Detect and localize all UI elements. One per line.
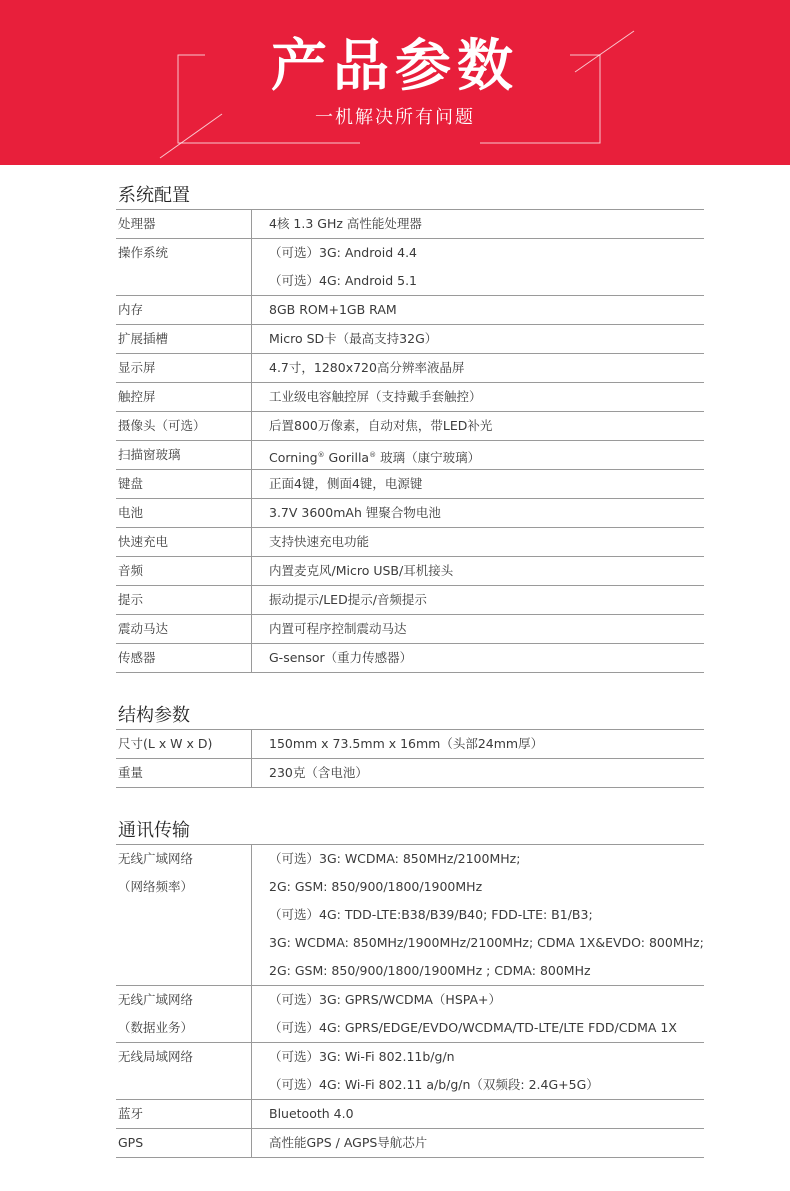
spec-label-line: 快速充电	[118, 534, 169, 549]
spec-label	[116, 528, 252, 557]
spec-label-line: 无线广域网络	[118, 851, 194, 866]
spec-value-line: 4.7寸，1280x720高分辨率液晶屏	[269, 360, 465, 375]
spec-value-line: （可选）4G: Android 5.1	[269, 273, 418, 288]
spec-row	[116, 528, 704, 557]
spec-value-line: （可选）4G: TDD-LTE:B38/B39/B40; FDD-LTE: B1/B3;	[269, 907, 593, 922]
spec-label	[116, 845, 252, 986]
section-title: 系统配置	[116, 183, 704, 210]
spec-value-line: Corning® Gorilla® 玻璃（康宁玻璃）	[269, 450, 481, 466]
spec-value-line: 内置可程序控制震动马达	[269, 621, 407, 636]
spec-label	[116, 557, 252, 586]
spec-value	[252, 528, 705, 557]
spec-label-line: 尺寸(L x W x D)	[118, 736, 213, 751]
spec-label-line: 摄像头（可选）	[118, 418, 206, 433]
spec-label	[116, 239, 252, 296]
spec-value-line: 后置800万像素，自动对焦，带LED补光	[269, 418, 493, 433]
spec-value-line: 工业级电容触控屏（支持戴手套触控）	[269, 389, 482, 404]
spec-label	[116, 354, 252, 383]
spec-label-line: 无线局域网络	[118, 1049, 194, 1064]
spec-label	[116, 730, 252, 759]
spec-value	[252, 845, 705, 986]
spec-row	[116, 296, 704, 325]
spec-row	[116, 615, 704, 644]
spec-value	[252, 210, 705, 239]
spec-row	[116, 557, 704, 586]
spec-label-line: 键盘	[118, 476, 144, 491]
spec-label-line: GPS	[118, 1135, 144, 1150]
spec-label-line: 震动马达	[118, 621, 169, 636]
spec-row	[116, 1043, 704, 1100]
spec-label	[116, 1129, 252, 1158]
header-banner	[0, 0, 790, 165]
section-title: 结构参数	[116, 703, 704, 730]
spec-row	[116, 383, 704, 412]
spec-value-line: 3.7V 3600mAh 锂聚合物电池	[269, 505, 441, 520]
spec-row	[116, 1100, 704, 1129]
banner-title: 产品参数	[271, 34, 519, 99]
spec-value-line: 正面4键，侧面4键，电源键	[269, 476, 423, 491]
spec-label-line: 显示屏	[118, 360, 156, 375]
spec-value-line: 2G: GSM: 850/900/1800/1900MHz	[269, 879, 483, 894]
spec-row	[116, 210, 704, 239]
spec-label-line: 内存	[118, 302, 144, 317]
spec-label-line: 电池	[118, 505, 144, 520]
spec-content	[116, 165, 704, 1158]
spec-value	[252, 1100, 705, 1129]
spec-table	[116, 730, 704, 788]
spec-value-line: 3G: WCDMA: 850MHz/1900MHz/2100MHz; CDMA 1X&EVDO: 800MHz;	[269, 935, 704, 950]
spec-label	[116, 615, 252, 644]
spec-section	[116, 703, 704, 788]
spec-label	[116, 325, 252, 354]
spec-value	[252, 1043, 705, 1100]
spec-label-line: 传感器	[118, 650, 156, 665]
spec-section	[116, 818, 704, 1158]
spec-row	[116, 644, 704, 673]
spec-value-line: 内置麦克风/Micro USB/耳机接头	[269, 563, 454, 578]
spec-label	[116, 383, 252, 412]
spec-row	[116, 412, 704, 441]
spec-label-line: 处理器	[118, 216, 156, 231]
spec-value	[252, 296, 705, 325]
spec-value	[252, 499, 705, 528]
spec-label	[116, 412, 252, 441]
spec-value	[252, 383, 705, 412]
spec-value-line: （可选）4G: Wi-Fi 802.11 a/b/g/n（双频段: 2.4G+5G）	[269, 1077, 599, 1092]
spec-row	[116, 441, 704, 470]
spec-value	[252, 354, 705, 383]
section-title: 通讯传输	[116, 818, 704, 845]
spec-label	[116, 759, 252, 788]
spec-label-line: 提示	[118, 592, 144, 607]
spec-value-line: 8GB ROM+1GB RAM	[269, 302, 397, 317]
spec-value	[252, 986, 705, 1043]
spec-value	[252, 325, 705, 354]
spec-label-line: 重量	[118, 765, 144, 780]
spec-row	[116, 499, 704, 528]
spec-label	[116, 644, 252, 673]
spec-value-line: Micro SD卡（最高支持32G）	[269, 331, 438, 346]
spec-table	[116, 845, 704, 1158]
spec-label	[116, 1100, 252, 1129]
spec-section	[116, 183, 704, 673]
spec-label	[116, 470, 252, 499]
spec-label	[116, 499, 252, 528]
spec-label-line: 扫描窗玻璃	[118, 447, 181, 462]
spec-value-line: 4核 1.3 GHz 高性能处理器	[269, 216, 422, 231]
spec-label	[116, 586, 252, 615]
spec-value-line: （可选）3G: GPRS/WCDMA（HSPA+）	[269, 992, 502, 1007]
spec-value	[252, 586, 705, 615]
spec-value	[252, 557, 705, 586]
spec-row	[116, 586, 704, 615]
spec-label	[116, 296, 252, 325]
spec-label	[116, 1043, 252, 1100]
spec-value-line: G-sensor（重力传感器）	[269, 650, 413, 665]
spec-label-line: 触控屏	[118, 389, 156, 404]
spec-value-line: 高性能GPS / AGPS导航芯片	[269, 1135, 428, 1150]
spec-label-line: 扩展插槽	[118, 331, 169, 346]
spec-label	[116, 441, 252, 470]
spec-label	[116, 210, 252, 239]
spec-label-line: （数据业务）	[118, 1020, 194, 1035]
spec-value-line: （可选）3G: WCDMA: 850MHz/2100MHz;	[269, 851, 521, 866]
spec-value	[252, 615, 705, 644]
spec-value	[252, 759, 705, 788]
spec-value-line: 支持快速充电功能	[269, 534, 370, 549]
spec-value-line: （可选）3G: Wi-Fi 802.11b/g/n	[269, 1049, 455, 1064]
spec-row	[116, 759, 704, 788]
spec-value-line: Bluetooth 4.0	[269, 1106, 354, 1121]
spec-value	[252, 441, 705, 470]
spec-label-line: 音频	[118, 563, 144, 578]
spec-row	[116, 730, 704, 759]
spec-value	[252, 412, 705, 441]
spec-value	[252, 644, 705, 673]
spec-row	[116, 325, 704, 354]
spec-value	[252, 239, 705, 296]
spec-value-line: 150mm x 73.5mm x 16mm（头部24mm厚）	[269, 736, 544, 751]
spec-value-line: （可选）3G: Android 4.4	[269, 245, 418, 260]
spec-row	[116, 354, 704, 383]
spec-row	[116, 845, 704, 986]
spec-value	[252, 470, 705, 499]
spec-row	[116, 470, 704, 499]
banner-subtitle: 一机解决所有问题	[315, 107, 475, 128]
spec-label-line: 蓝牙	[118, 1106, 144, 1121]
spec-label-line: 无线广域网络	[118, 992, 194, 1007]
spec-row	[116, 239, 704, 296]
spec-label-line: （网络频率）	[118, 879, 194, 894]
spec-row	[116, 1129, 704, 1158]
spec-value	[252, 730, 705, 759]
spec-label	[116, 986, 252, 1043]
spec-table	[116, 210, 704, 673]
spec-value	[252, 1129, 705, 1158]
spec-value-line: 230克（含电池）	[269, 765, 368, 780]
spec-label-line: 操作系统	[118, 245, 169, 260]
spec-value-line: （可选）4G: GPRS/EDGE/EVDO/WCDMA/TD-LTE/LTE FDD/CDMA 1X	[269, 1020, 677, 1035]
spec-value-line: 2G: GSM: 850/900/1800/1900MHz ; CDMA: 800MHz	[269, 963, 591, 978]
spec-value-line: 振动提示/LED提示/音频提示	[269, 592, 427, 607]
spec-row	[116, 986, 704, 1043]
